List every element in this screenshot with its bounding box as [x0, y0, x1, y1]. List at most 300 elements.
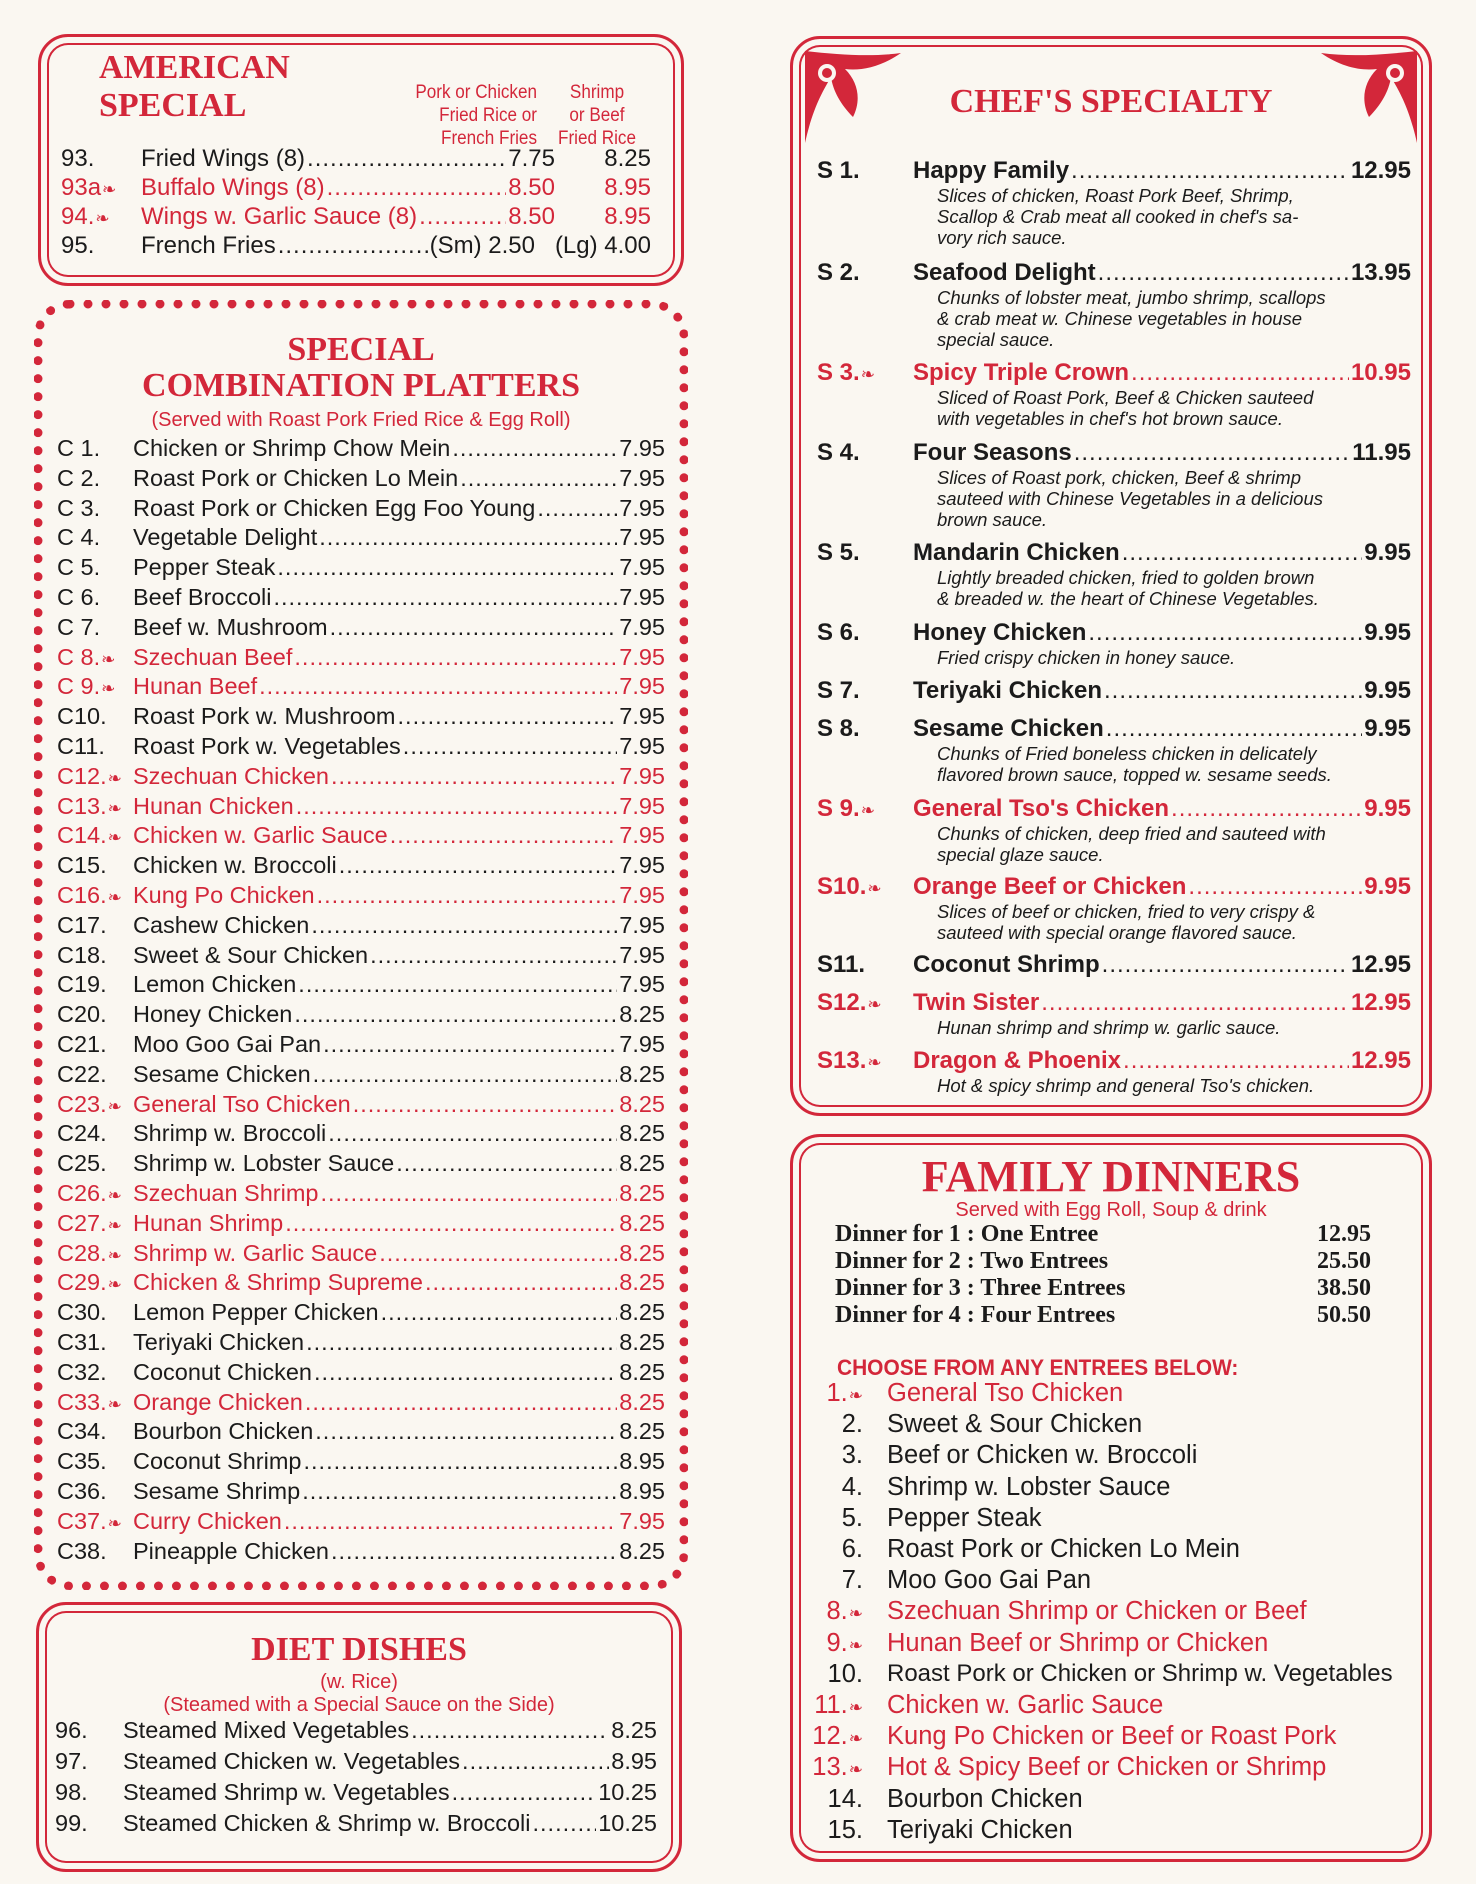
entree-number: 1. ❧	[811, 1379, 887, 1408]
item-price: 12.95	[1350, 951, 1411, 978]
item-price: 8.25	[619, 1120, 665, 1147]
entree-number: 2.	[841, 1410, 863, 1439]
chef-title: CHEF'S SPECIALTY	[949, 83, 1273, 120]
item-price: 7.95	[619, 822, 665, 849]
item-price: 7.95	[619, 524, 665, 551]
entree-name: Shrimp w. Lobster Sauce	[887, 1472, 1171, 1501]
item-number: C34.	[57, 1418, 107, 1445]
item-number: 97.	[55, 1748, 88, 1774]
item-price: 7.95	[619, 733, 665, 759]
item-price: 7.95	[619, 613, 665, 640]
price-small-pork: (Sm) 2.50	[429, 232, 535, 259]
entree-number: 6.	[841, 1535, 863, 1563]
item-price: 9.95	[1364, 873, 1411, 900]
dinner-option-row	[835, 1275, 1371, 1302]
item-name: Pepper Steak	[133, 554, 276, 581]
item-number: S 8.	[817, 715, 860, 742]
diet-subtitle-2: (Steamed with a Special Sauce on the Side)	[163, 1694, 555, 1716]
leader-dots	[1123, 1047, 1349, 1075]
item-number: C37. ❧	[57, 1508, 133, 1535]
item-number: S11.	[817, 951, 866, 978]
entree-number: 8. ❧	[811, 1597, 887, 1626]
entree-name: Hot & Spicy Beef or Chicken or Shrimp	[887, 1753, 1327, 1782]
item-name: Roast Pork w. Vegetables	[133, 733, 401, 759]
item-name: Wings w. Garlic Sauce (8)	[141, 203, 418, 230]
combo-item-row	[57, 1359, 665, 1389]
chef-item-row	[817, 359, 1411, 389]
item-description: Slices of Roast pork, chicken, Beef & shrimp	[937, 467, 1301, 488]
item-name: Buffalo Wings (8)	[141, 174, 325, 201]
entree-row	[811, 1441, 1197, 1470]
item-number: C35.	[57, 1448, 107, 1475]
item-number: 99.	[55, 1810, 88, 1836]
dinner-option-row	[835, 1248, 1371, 1275]
leader-dots	[425, 1269, 617, 1296]
item-number: C20.	[57, 1001, 107, 1028]
item-price: 8.25	[619, 1001, 665, 1028]
item-price: 7.95	[619, 762, 665, 789]
combo-item-row	[57, 1031, 665, 1061]
item-price: 12.95	[1350, 1047, 1411, 1074]
item-price: 7.95	[619, 673, 665, 700]
item-name: Sesame Shrimp	[133, 1478, 301, 1504]
item-number: 95.	[61, 232, 95, 259]
entree-name: Beef or Chicken w. Broccoli	[887, 1441, 1198, 1470]
item-description: flavored brown sauce, topped w. sesame seeds.	[937, 764, 1332, 785]
item-number: C10.	[57, 703, 107, 730]
item-number: C38.	[57, 1537, 107, 1564]
combo-item-row	[57, 703, 665, 733]
item-name: Teriyaki Chicken	[913, 677, 1102, 704]
leader-dots	[1171, 795, 1362, 823]
item-number: C31.	[57, 1329, 107, 1355]
item-description: Sliced of Roast Pork, Beef & Chicken sauteed	[937, 387, 1314, 408]
item-number: C36.	[57, 1478, 107, 1504]
entree-row	[811, 1691, 1163, 1720]
leader-dots	[396, 1150, 617, 1177]
price-header-line: Fried Rice	[558, 128, 636, 149]
item-price: 7.95	[619, 852, 665, 879]
combo-item-row	[57, 1269, 665, 1299]
item-name: Coconut Chicken	[133, 1358, 312, 1385]
combo-item-row	[57, 971, 665, 1001]
item-number: C 9. ❧	[57, 673, 133, 700]
dinner-price: 38.50	[1317, 1275, 1371, 1301]
item-price: 8.25	[619, 1090, 665, 1117]
item-name: Lemon Pepper Chicken	[133, 1299, 379, 1326]
item-name: Cashew Chicken	[133, 911, 310, 938]
entree-row	[811, 1379, 1123, 1408]
entree-number: 11. ❧	[811, 1691, 887, 1720]
item-number: C17.	[57, 911, 107, 938]
menu-item-row	[61, 145, 651, 174]
item-number: C 7.	[57, 613, 101, 640]
chef-item-row	[817, 795, 1411, 825]
leader-dots	[533, 1810, 597, 1837]
combo-item-row	[57, 644, 665, 674]
leader-dots	[1188, 873, 1362, 901]
american-special-box	[38, 34, 684, 286]
combo-item-row	[57, 524, 665, 554]
leader-dots	[331, 763, 617, 790]
item-description: Slices of chicken, Roast Pork Beef, Shrimp,	[937, 185, 1294, 206]
item-price: 7.95	[619, 464, 665, 491]
combo-item-row	[57, 1508, 665, 1538]
leader-dots	[273, 584, 617, 611]
item-price: 12.95	[1350, 989, 1411, 1016]
entree-number: 14.	[827, 1784, 863, 1813]
item-price: 9.95	[1364, 677, 1411, 704]
item-price: 7.95	[619, 1031, 665, 1057]
item-number: C28. ❧	[57, 1240, 133, 1267]
item-number: C24.	[57, 1120, 107, 1147]
entree-row	[811, 1660, 1393, 1689]
price-header-line: Fried Rice or	[439, 105, 537, 126]
price-shrimp-beef: 8.95	[604, 203, 651, 230]
entree-number: 15.	[827, 1815, 863, 1844]
leader-dots	[353, 1091, 618, 1118]
leader-dots	[1088, 619, 1362, 647]
item-price: 8.95	[619, 1448, 665, 1475]
leader-dots	[390, 822, 618, 849]
item-price: 9.95	[1364, 539, 1411, 566]
item-description: Chunks of Fried boneless chicken in delicately	[937, 743, 1317, 764]
combo-item-row	[57, 1091, 665, 1121]
item-price: 8.25	[619, 1388, 665, 1415]
entree-name: Bourbon Chicken	[887, 1784, 1083, 1813]
item-name: Curry Chicken	[133, 1507, 282, 1534]
item-price: 8.25	[619, 1239, 665, 1266]
entree-row	[811, 1753, 1326, 1782]
leader-dots	[452, 1779, 597, 1806]
combo-item-row	[57, 942, 665, 972]
entree-number: 10.	[827, 1659, 863, 1688]
leader-dots	[1041, 989, 1349, 1017]
item-name: Coconut Shrimp	[913, 951, 1100, 978]
item-name: Shrimp w. Broccoli	[133, 1120, 327, 1147]
leader-dots	[339, 852, 618, 879]
leader-dots	[307, 145, 506, 173]
entree-number: 7.	[841, 1566, 863, 1595]
menu-item-row	[61, 174, 651, 203]
item-number: C21.	[57, 1031, 107, 1057]
item-number: 93.	[61, 145, 95, 172]
item-number: C 2.	[57, 464, 101, 491]
item-name: Orange Chicken	[133, 1388, 303, 1415]
menu-item-row	[61, 203, 651, 232]
item-name: Hunan Shrimp	[133, 1209, 284, 1236]
price-shrimp-beef: 8.95	[604, 174, 651, 201]
combo-item-row	[57, 852, 665, 882]
item-number: C22.	[57, 1060, 107, 1087]
combo-item-row	[57, 1150, 665, 1180]
item-number: C18.	[57, 941, 107, 968]
item-name: Pineapple Chicken	[133, 1537, 329, 1564]
combo-item-row	[57, 882, 665, 912]
combo-item-row	[57, 584, 665, 614]
item-description: brown sauce.	[937, 509, 1048, 530]
item-number: C 8. ❧	[57, 644, 133, 671]
entree-name: Kung Po Chicken or Beef or Roast Pork	[887, 1722, 1337, 1751]
item-name: Sesame Chicken	[913, 715, 1104, 742]
item-number: 98.	[55, 1779, 88, 1805]
entree-number: 12. ❧	[811, 1722, 887, 1751]
dinner-price: 50.50	[1317, 1302, 1371, 1328]
diet-title: DIET DISHES	[251, 1631, 467, 1668]
item-number: S13. ❧	[817, 1047, 913, 1075]
leader-dots	[1106, 715, 1363, 743]
leader-dots	[328, 1120, 617, 1147]
combo-item-row	[57, 793, 665, 823]
item-number: C11.	[57, 733, 105, 759]
leader-dots	[314, 1359, 617, 1386]
entree-name: Pepper Steak	[887, 1503, 1042, 1532]
item-name: French Fries	[141, 232, 276, 259]
item-name: Four Seasons	[913, 439, 1072, 466]
item-description: Hot & spicy shrimp and general Tso's chicken.	[937, 1075, 1315, 1096]
entree-row	[811, 1535, 1240, 1564]
item-price: 10.25	[598, 1779, 657, 1805]
item-name: Fried Wings (8)	[141, 145, 306, 172]
combo-item-row	[57, 1418, 665, 1448]
combo-item-row	[57, 1240, 665, 1270]
item-name: Coconut Shrimp	[133, 1448, 302, 1475]
item-name: Moo Goo Gai Pan	[133, 1031, 322, 1057]
price-shrimp-beef: 8.25	[604, 145, 651, 172]
item-number: C12. ❧	[57, 763, 133, 790]
leader-dots	[319, 524, 617, 551]
item-name: Szechuan Shrimp	[133, 1180, 319, 1206]
item-number: C30.	[57, 1299, 107, 1326]
combo-item-row	[57, 673, 665, 703]
menu-item-row	[61, 232, 651, 261]
entree-row	[811, 1597, 1307, 1626]
item-number: C27. ❧	[57, 1210, 133, 1237]
leader-dots	[311, 912, 617, 939]
item-name: Chicken & Shrimp Supreme	[133, 1269, 423, 1296]
item-number: C29. ❧	[57, 1269, 133, 1296]
item-number: C 6.	[57, 584, 101, 610]
entree-name: Roast Pork or Chicken Lo Mein	[887, 1535, 1240, 1563]
entree-name: Moo Goo Gai Pan	[887, 1566, 1092, 1595]
item-description: with vegetables in chef's hot brown sauce.	[937, 408, 1283, 429]
item-number: 93a ❧	[61, 174, 141, 202]
combo-item-row	[57, 1538, 665, 1568]
item-number: S 4.	[817, 439, 860, 466]
item-number: C23. ❧	[57, 1091, 133, 1118]
chef-item-row	[817, 157, 1411, 187]
item-price: 7.95	[619, 494, 665, 521]
item-name: Roast Pork w. Mushroom	[133, 703, 396, 730]
item-price: 13.95	[1350, 259, 1411, 286]
item-name: Vegetable Delight	[133, 524, 318, 551]
american-price-header-pork	[379, 81, 537, 150]
entree-number: 5.	[841, 1503, 863, 1532]
item-name: Mandarin Chicken	[913, 539, 1120, 566]
price-shrimp-beef: (Lg) 4.00	[554, 232, 651, 259]
leader-dots	[331, 1538, 617, 1565]
item-name: Lemon Chicken	[133, 971, 297, 998]
leader-dots	[296, 793, 618, 820]
leader-dots	[327, 174, 507, 202]
combo-item-row	[57, 1299, 665, 1329]
leader-dots	[277, 554, 617, 581]
entree-number: 4.	[841, 1472, 863, 1501]
item-description: Hunan shrimp and shrimp w. garlic sauce.	[937, 1017, 1281, 1038]
leader-dots	[317, 882, 618, 909]
item-price: 8.95	[611, 1748, 657, 1774]
item-number: S10. ❧	[817, 873, 913, 901]
chef-item-row	[817, 539, 1411, 569]
item-price: 8.25	[619, 1329, 665, 1355]
item-number: S 6.	[817, 619, 860, 646]
leader-dots	[323, 1031, 617, 1058]
combo-title-line1: SPECIAL	[287, 331, 435, 368]
item-number: C33. ❧	[57, 1389, 133, 1416]
item-price: 10.25	[598, 1810, 657, 1836]
item-name: Steamed Mixed Vegetables	[123, 1717, 410, 1743]
leader-dots	[460, 465, 617, 492]
combo-item-row	[57, 1180, 665, 1210]
entree-number: 13. ❧	[811, 1753, 887, 1782]
price-header-line: Shrimp	[569, 82, 625, 103]
item-price: 9.95	[1364, 795, 1411, 822]
leader-dots	[305, 1389, 617, 1416]
item-number: S 7.	[817, 677, 860, 704]
item-description: Fried crispy chicken in honey sauce.	[937, 647, 1236, 668]
item-number: C32.	[57, 1358, 107, 1385]
item-name: Hunan Chicken	[133, 792, 294, 819]
price-header-line: French Fries	[441, 128, 537, 149]
item-number: C 1.	[57, 435, 101, 461]
item-price: 8.25	[619, 1180, 665, 1206]
combo-item-row	[57, 1001, 665, 1031]
item-description: Slices of beef or chicken, fried to very crispy &	[937, 901, 1316, 922]
combo-item-row	[57, 822, 665, 852]
leader-dots	[302, 1478, 617, 1505]
item-number: S 9. ❧	[817, 795, 913, 823]
item-number: C25.	[57, 1150, 107, 1177]
item-name: Chicken or Shrimp Chow Mein	[133, 435, 451, 461]
leader-dots	[294, 1001, 617, 1028]
item-price: 8.25	[619, 1269, 665, 1296]
item-name: Honey Chicken	[913, 619, 1087, 646]
chef-item-row	[817, 715, 1411, 745]
leader-dots	[1104, 677, 1362, 705]
item-description: & crab meat w. Chinese vegetables in house	[937, 308, 1303, 329]
item-name: Hunan Beef	[133, 673, 258, 700]
price-header-line: Pork or Chicken	[415, 82, 537, 103]
leader-dots	[315, 1418, 617, 1445]
combo-item-row	[57, 554, 665, 584]
leader-dots	[285, 1210, 617, 1237]
item-name: Teriyaki Chicken	[133, 1329, 305, 1355]
combo-item-row	[57, 733, 665, 763]
item-description: special glaze sauce.	[937, 844, 1104, 865]
dinner-price: 12.95	[1317, 1221, 1371, 1247]
dinner-option-row	[835, 1221, 1371, 1248]
item-number: S 3. ❧	[817, 359, 913, 387]
item-description: sauteed with special orange flavored sauce.	[937, 922, 1297, 943]
item-price: 8.25	[611, 1717, 657, 1743]
item-name: Steamed Chicken & Shrimp w. Broccoli	[123, 1810, 531, 1836]
item-description: sauteed with Chinese Vegetables in a delicious	[937, 488, 1324, 509]
diet-item-row	[55, 1717, 657, 1747]
family-subtitle: Served with Egg Roll, Soup & drink	[955, 1199, 1267, 1221]
leader-dots	[1102, 951, 1349, 979]
leader-dots	[462, 1748, 609, 1775]
combo-item-row	[57, 1329, 665, 1359]
chef-item-row	[817, 873, 1411, 903]
entree-row	[811, 1629, 1268, 1658]
combo-item-row	[57, 495, 665, 525]
item-name: Orange Beef or Chicken	[913, 873, 1187, 900]
family-dinners-box	[790, 1134, 1432, 1862]
item-name: Steamed Shrimp w. Vegetables	[123, 1779, 450, 1805]
combo-item-row	[57, 1478, 665, 1508]
family-title: FAMILY DINNERS	[921, 1152, 1301, 1201]
combo-item-row	[57, 1120, 665, 1150]
item-name: Shrimp w. Garlic Sauce	[133, 1239, 378, 1266]
item-name: Happy Family	[913, 157, 1070, 184]
item-price: 8.25	[619, 1358, 665, 1385]
entree-row	[811, 1473, 1170, 1502]
dinner-price: 25.50	[1317, 1248, 1371, 1274]
item-name: Steamed Chicken w. Vegetables	[123, 1748, 461, 1774]
dinner-label: Dinner for 2 : Two Entrees	[835, 1248, 1109, 1274]
item-price: 8.25	[619, 1209, 665, 1236]
diet-item-row	[55, 1810, 657, 1840]
chef-item-row	[817, 1047, 1411, 1077]
chef-item-row	[817, 259, 1411, 289]
item-number: C15.	[57, 852, 107, 879]
item-name: Beef w. Mushroom	[133, 613, 328, 640]
item-price: 7.95	[619, 1507, 665, 1534]
item-description: Chunks of chicken, deep fried and sauteed with	[937, 823, 1326, 844]
item-price: 7.95	[619, 971, 665, 998]
item-price: 7.95	[619, 703, 665, 730]
dinner-label: Dinner for 4 : Four Entrees	[835, 1302, 1116, 1328]
item-price: 7.95	[619, 554, 665, 581]
item-number: C 4.	[57, 524, 101, 551]
leader-dots	[398, 703, 618, 730]
entree-row	[811, 1566, 1091, 1595]
combo-item-row	[57, 1210, 665, 1240]
item-price: 8.25	[619, 1150, 665, 1177]
entree-number: 9. ❧	[811, 1629, 887, 1658]
item-number: C 3.	[57, 494, 101, 521]
item-description: special sauce.	[937, 329, 1055, 350]
item-name: Chicken w. Garlic Sauce	[133, 822, 388, 849]
combo-item-row	[57, 763, 665, 793]
item-name: Dragon & Phoenix	[913, 1047, 1122, 1074]
item-name: Chicken w. Broccoli	[133, 852, 337, 879]
leader-dots	[1098, 259, 1349, 287]
chef-item-row	[817, 951, 1411, 981]
dinner-label: Dinner for 1 : One Entree	[835, 1221, 1099, 1247]
item-price: 8.25	[619, 1299, 665, 1326]
entree-name: Chicken w. Garlic Sauce	[887, 1691, 1164, 1719]
item-number: S 1.	[817, 157, 860, 184]
item-description: vory rich sauce.	[937, 227, 1067, 248]
combo-item-row	[57, 1448, 665, 1478]
item-price: 7.95	[619, 792, 665, 819]
leader-dots	[259, 673, 617, 700]
combo-item-row	[57, 1389, 665, 1419]
item-price: 9.95	[1364, 619, 1411, 646]
leader-dots	[419, 203, 506, 231]
american-price-header-shrimp	[550, 81, 644, 150]
